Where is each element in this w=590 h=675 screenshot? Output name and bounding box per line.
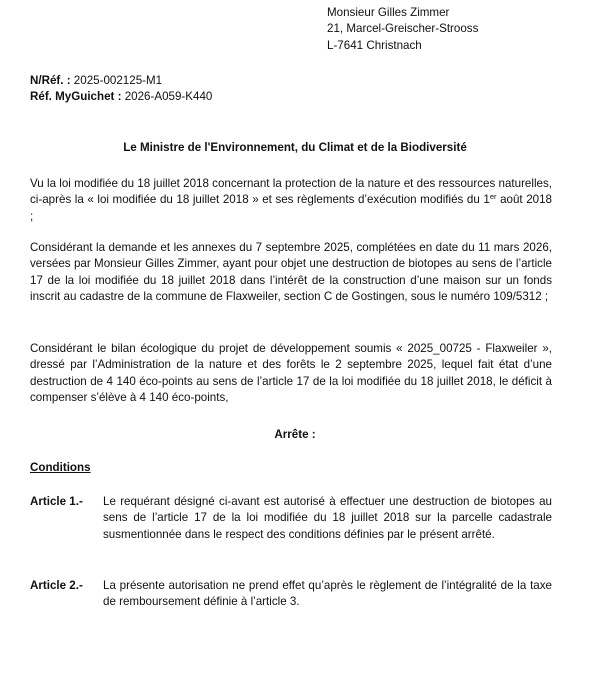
reference-myguichet [30, 89, 212, 105]
paragraph-vu-superscript: er [489, 192, 497, 202]
reference-nref [30, 73, 212, 89]
paragraph-vu [30, 176, 552, 225]
article-2-text: La présente autorisation ne prend effet qu’après le règlement de l’intégralité de la taxe de remboursement définie à l’article 3. [103, 579, 552, 609]
article-1-label: Article 1.- [30, 495, 83, 508]
paragraph-considerant-demande: Considérant la demande et les annexes du 7 septembre 2025, complétées en date du 11 mars 2026, versées par Monsieur Gilles Zimmer, ayant pour objet une destruction de biotopes au sens de l’article 17 de la loi modifiée du 18 juillet 2018 dans l’intérêt de la construction d’une maison sur un fonds inscrit au cadastre de la commune de Flaxweiler, section C de Gostingen, sous le numéro 109/5312 ; [30, 241, 552, 303]
reference-nref-label: N/Réf. : [30, 74, 71, 87]
references-block [30, 73, 212, 106]
document-title: Le Ministre de l'Environnement, du Climat et de la Biodiversité [123, 141, 467, 154]
paragraph-vu-tail: août 2018 ; [30, 193, 552, 223]
conditions-heading: Conditions [30, 461, 91, 474]
article-2-label: Article 2.- [30, 579, 83, 592]
recipient-address [327, 5, 478, 54]
recipient-city: L-7641 Christnach [327, 38, 422, 52]
reference-myguichet-label: Réf. MyGuichet : [30, 90, 122, 104]
article-1-text: Le requérant désigné ci-avant est autorisé à effectuer une destruction de biotopes au sens de l’article 17 de la loi modifiée du 18 juillet 2018 sur la parcelle cadastrale susmentionnée dans le respect des conditions définies par le présent arrêté. [103, 495, 552, 541]
reference-nref-value: 2025-002125-M1 [70, 74, 163, 87]
recipient-street: 21, Marcel-Greischer-Strooss [327, 22, 479, 36]
recipient-name: Monsieur Gilles Zimmer [327, 6, 450, 19]
reference-myguichet-value: 2026-A059-K440 [121, 90, 213, 104]
arrete-heading: Arrête : [274, 428, 316, 441]
paragraph-considerant-bilan: Considérant le bilan écologique du projet de développement soumis « 2025_00725 - Flaxweiler », dressé par l’Administration de la nature et des forêts le 2 septembre 2025, lequel fait état d’une destruction de 4 140 éco-points au sens de l’article 17 de la loi modifiée du 18 juillet 2018, le déficit à compenser s’élève à 4 140 éco-points, [30, 342, 552, 404]
paragraph-vu-text: Vu la loi modifiée du 18 juillet 2018 concernant la protection de la nature et des ressources naturelles, ci-après la « loi modifiée du 18 juillet 2018 » et ses règlements d’exécution modifiés du 1 [30, 177, 552, 207]
